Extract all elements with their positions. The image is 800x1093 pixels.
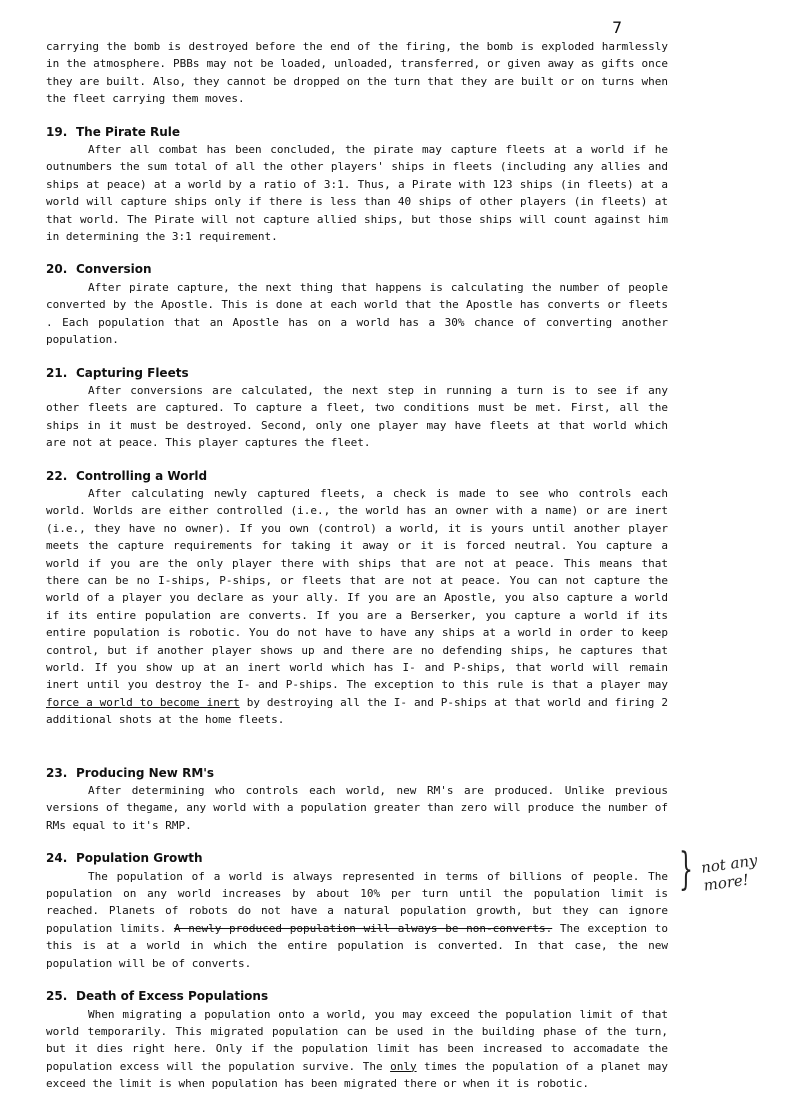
curly-brace-icon: } — [679, 844, 693, 895]
document-body — [46, 38, 668, 1093]
section-title: Controlling a World — [76, 468, 208, 483]
section-title: Producing New RM's — [76, 765, 215, 780]
section-title: Death of Excess Populations — [76, 989, 269, 1004]
section-21 — [46, 365, 668, 452]
paragraph-text: by destroying all the I- and P-ships at that world and firing 2 additional shots at the home fleets. — [46, 695, 668, 727]
section-title: The Pirate Rule — [76, 124, 181, 139]
section-24 — [46, 850, 668, 972]
underlined-phrase: force a world to become inert — [46, 695, 240, 709]
struck-through-text: A newly produced population will always be non-converts. — [173, 921, 553, 935]
section-heading — [46, 988, 668, 1005]
section-heading — [46, 124, 668, 141]
section-number: 20. — [46, 262, 68, 277]
section-heading — [46, 365, 668, 382]
section-22 — [46, 468, 668, 729]
section-number: 23. — [46, 765, 68, 780]
section-19 — [46, 124, 668, 246]
section-number: 22. — [46, 468, 68, 483]
section-title: Conversion — [76, 262, 152, 277]
paragraph-text: When migrating a population onto a world, you may exceed the population limit of that world temporarily. This migrated population can be used in the building phase of the turn, but it dies right here. Only if the population limit has been increased to accomadate the population excess will the population survive. The — [46, 1007, 668, 1073]
margin-note-text: not any more! — [699, 851, 759, 895]
section-paragraph — [46, 485, 668, 729]
section-23 — [46, 765, 668, 835]
section-paragraph: After conversions are calculated, the next step in running a turn is to see if any other fleets are captured. To capture a fleet, two conditions must be met. First, all the ships in it must be destroyed. Second, only one player may have fleets at that world which are not at peace. This player captures the fleet. — [46, 383, 668, 450]
section-25 — [46, 988, 668, 1092]
paragraph-text: times the population of a planet may exceed the limit is when population has been migrated there or when it is robotic. — [46, 1059, 668, 1091]
section-heading — [46, 468, 668, 485]
section-title: Population Growth — [76, 851, 203, 866]
section-heading — [46, 850, 668, 867]
paragraph-text: The population of a world is always represented in terms of billions of people. The population on any world increases by about 10% per turn until the population limit is reached. Planets of robots do not have a natural population growth, but they can ignore population limits. — [46, 869, 668, 935]
underlined-word: only — [390, 1059, 417, 1073]
section-paragraph — [46, 868, 668, 972]
section-title: Capturing Fleets — [76, 365, 189, 380]
intro-paragraph: carrying the bomb is destroyed before the end of the firing, the bomb is exploded harmlessly in the atmosphere. PBBs may not be loaded, unloaded, transferred, or given away as gifts once they are built. Also, they cannot be dropped on the turn that they are built or on turns when the fleet carrying them moves. — [46, 40, 668, 106]
section-number: 19. — [46, 124, 68, 139]
page-number: 7 — [612, 18, 623, 37]
section-number: 25. — [46, 989, 68, 1004]
section-number: 21. — [46, 365, 68, 380]
paragraph-text: After calculating newly captured fleets, a check is made to see who controls each world. Worlds are either controlled (i.e., the world has an owner with a name) or are inert (i.e., they have no owner). If you own (control) a world, it is yours until another player meets the capture requirements for taking it away or it is forced neutral. You capture a world if you are the only player there with ships that are not at peace. This means that there can be no I-ships, P-ships, or fleets that are not at peace. You can not capture the world of a player you declare as your ally. If you are an Apostle, you also capture a world if its entire population are converts. If you are a Berserker, you capture a world if its entire population is robotic. You do not have to have any ships at a world in order to keep control, but if another player shows up and there are no defending ships, he captures that world. If you show up at an inert world which has I- and P-ships, that world will remain inert until you destroy the I- and P-ships. The exception to this rule is that a player may — [46, 486, 668, 692]
handwritten-margin-note — [672, 844, 800, 895]
section-heading — [46, 261, 668, 278]
section-paragraph: After pirate capture, the next thing that happens is calculating the number of people converted by the Apostle. This is done at each world that the Apostle has converts or fleets . Each population that an Apostle has on a world has a 30% chance of converting another population. — [46, 280, 668, 347]
section-paragraph: After all combat has been concluded, the pirate may capture fleets at a world if he outnumbers the sum total of all the other players' ships in fleets (including any allies and ships at peace) at a world by a ratio of 3:1. Thus, a Pirate with 123 ships (in fleets) at a world will capture ships only if there is less than 40 ships of other players (in fleets) at that world. The Pirate will not capture allied ships, but those ships will count against him in determining the 3:1 requirement. — [46, 143, 668, 244]
section-20 — [46, 261, 668, 348]
section-paragraph — [46, 1006, 668, 1093]
section-number: 24. — [46, 851, 68, 866]
section-heading — [46, 765, 668, 782]
paragraph-text: The exception to this is at a world in which the entire population is converted. In that case, the new population will be of converts. — [46, 921, 668, 970]
section-paragraph: After determining who controls each world, new RM's are produced. Unlike previous versions of thegame, any world with a population greater than zero will produce the number of RMs equal to it's RMP. — [46, 784, 668, 832]
